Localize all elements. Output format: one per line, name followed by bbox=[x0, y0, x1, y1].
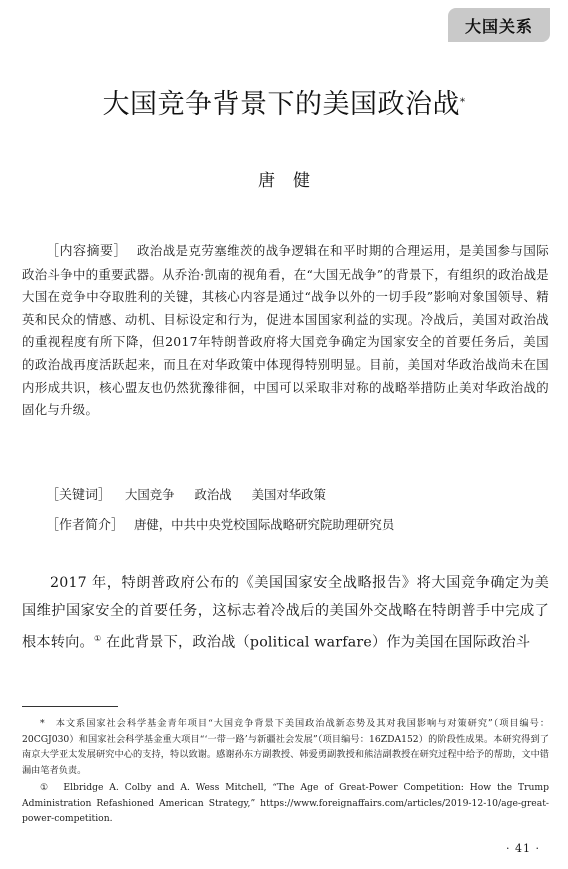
article-title bbox=[0, 86, 568, 124]
body-paragraph bbox=[22, 570, 549, 657]
footnote-funding bbox=[22, 716, 549, 778]
footnote-divider bbox=[22, 706, 118, 707]
title-text: 大国竞争背景下的美国政治战 bbox=[102, 89, 460, 120]
bio-text: 唐健，中共中央党校国际战略研究院助理研究员 bbox=[134, 517, 395, 532]
abstract-text: 政治战是克劳塞维茨的战争逻辑在和平时期的合理运用，是美国参与国际政治斗争中的重要武器。从乔治·凯南的视角看，在“大国无战争”的背景下，有组织的政治战是大国在竞争中夺取胜利的关键，其核心内容是通过“战争以外的一切手段”影响对象国领导、精英和民众的情感、动机、目标设定和行为，促进本国国家利益的实现。冷战后，美国对政治战的重视程度有所下降，但2017年特朗普政府将大国竞争确定为国家安全的首要任务后，美国的政治战再度活跃起来，而且在对华政策中体现得特别明显。目前，美国对华政治战尚未在国内形成共识，核心盟友也仍然犹豫徘徊，中国可以采取非对称的战略举措防止美对华政治战的固化与升级。 bbox=[22, 243, 549, 418]
abstract bbox=[22, 240, 549, 422]
bio-label: ［作者简介］ bbox=[46, 518, 125, 533]
keywords-label: ［关键词］ bbox=[46, 488, 112, 503]
footnote-marker: ① bbox=[40, 782, 52, 793]
footnote-ref[interactable]: ① bbox=[93, 634, 102, 643]
footnotes bbox=[22, 716, 549, 827]
keyword-item: 政治战 bbox=[194, 487, 232, 502]
title-footnote-mark: * bbox=[460, 97, 466, 108]
footnote-citation bbox=[22, 780, 549, 827]
footnote-marker: * bbox=[40, 718, 45, 729]
abstract-label: ［内容摘要］ bbox=[46, 244, 127, 259]
section-tag: 大国关系 bbox=[448, 8, 550, 42]
body-text-part2: 在此背景下，政治战（political warfare）作为美国在国际政治斗 bbox=[101, 634, 531, 651]
body-text-part1: 2017 年，特朗普政府公布的《美国国家安全战略报告》将大国竞争确定为美国维护国家安全的首要任务，这标志着冷战后的美国外交战略在特朗普手中完成了根本转向。 bbox=[22, 575, 549, 651]
keywords bbox=[46, 484, 342, 507]
author-bio bbox=[46, 514, 394, 537]
keyword-item: 美国对华政策 bbox=[251, 487, 326, 502]
keyword-item: 大国竞争 bbox=[124, 487, 175, 502]
page-number: · 41 · bbox=[506, 842, 540, 855]
footnote-text: 本文系国家社会科学基金青年项目“大国竞争背景下美国政治战新态势及其对我国影响与对策研究”（项目编号：20CGJ030）和国家社会科学基金重大项目“‘一带一路’与新疆社会发展”（项目编号：16ZDA152）的阶段性成果。本研究得到了南京大学亚太发展研究中心的支持，特以致谢。感谢孙东方副教授、韩爱勇副教授和熊洁副教授在研究过程中给予的帮助，文中错漏由笔者负责。 bbox=[22, 718, 550, 776]
author-name: 唐健 bbox=[258, 171, 328, 191]
footnote-text: Elbridge A. Colby and A. Wess Mitchell, “The Age of Great-Power Competition: How the Trump Administration Refashioned American Strategy,” https://www.foreignaffairs.com/articles/2019-12-10/age-great-power-competition. bbox=[22, 782, 550, 824]
